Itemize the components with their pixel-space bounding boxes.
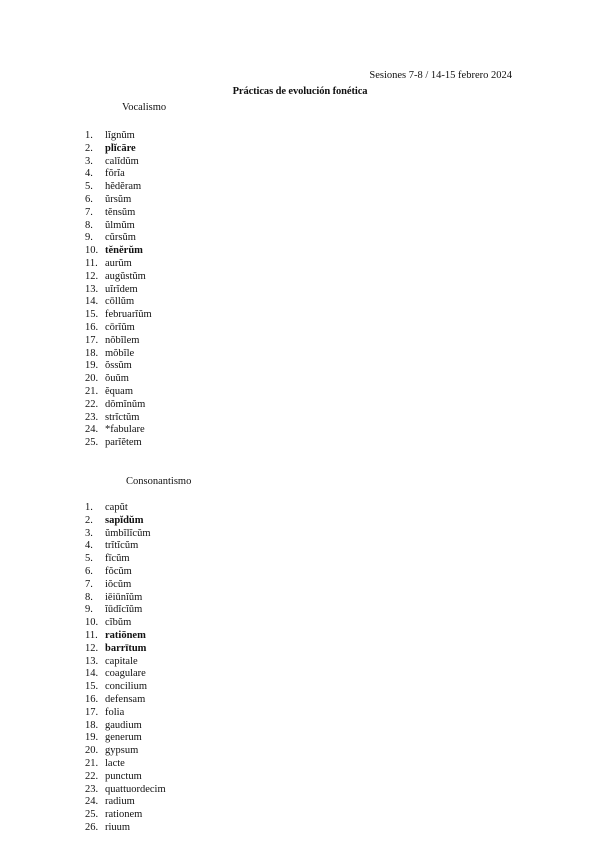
item-number: 2.: [85, 514, 93, 526]
item-word: riuum: [105, 821, 131, 833]
item-number: 21.: [85, 385, 99, 397]
item-number: 25.: [85, 437, 99, 449]
list-item: [85, 604, 166, 617]
item-number: 16.: [85, 321, 99, 333]
item-number: 14.: [85, 668, 99, 680]
list-item: [85, 348, 152, 361]
item-word: fīcŭm: [105, 553, 130, 565]
item-word: iēiūnĭŭm: [105, 591, 143, 603]
item-number: 22.: [85, 398, 99, 410]
item-word: calĭdŭm: [105, 155, 139, 167]
list-item: [85, 540, 166, 553]
item-word: februarĭŭm: [105, 309, 152, 321]
session-info: Sesiones 7-8 / 14-15 febrero 2024: [369, 70, 512, 81]
item-word: coagulare: [105, 668, 146, 680]
item-word: ŏssŭm: [105, 360, 132, 372]
list-item: [85, 207, 152, 220]
item-word: quattuordecim: [105, 783, 166, 795]
item-number: 3.: [85, 527, 93, 539]
item-word: generum: [105, 732, 142, 744]
page-title: Prácticas de evolución fonética: [232, 86, 368, 97]
item-number: 18.: [85, 347, 99, 359]
consonantismo-list: [85, 502, 166, 835]
item-word: ŭlmŭm: [105, 219, 135, 231]
item-number: 1.: [85, 130, 93, 141]
list-item: [85, 502, 166, 515]
item-word: cĭbŭm: [105, 617, 132, 629]
item-number: 9.: [85, 604, 93, 616]
item-number: 16.: [85, 693, 99, 705]
list-item: [85, 809, 166, 822]
item-word: lĭgnŭm: [105, 130, 135, 141]
list-item: [85, 694, 166, 707]
item-word: tĕnĕrŭm: [105, 245, 143, 257]
item-word: uĭrĭdem: [105, 283, 138, 295]
item-number: 13.: [85, 283, 99, 295]
item-number: 10.: [85, 245, 99, 257]
item-word: *fabulare: [105, 424, 145, 436]
item-word: concilium: [105, 681, 147, 693]
item-number: 14.: [85, 296, 99, 308]
section-heading-vocalismo: Vocalismo: [122, 102, 167, 113]
item-word: hĕdĕram: [105, 181, 142, 193]
section-heading-consonantismo: Consonantismo: [126, 476, 192, 487]
list-item: [85, 220, 152, 233]
item-word: lacte: [105, 757, 125, 769]
list-item: [85, 181, 152, 194]
list-item: [85, 271, 152, 284]
list-item: [85, 656, 166, 669]
item-word: ŭrsŭm: [105, 193, 132, 205]
item-number: 11.: [85, 629, 98, 641]
list-item: [85, 707, 166, 720]
list-item: [85, 592, 166, 605]
list-item: [85, 143, 152, 156]
item-number: 24.: [85, 424, 99, 436]
item-word: defensam: [105, 693, 146, 705]
item-number: 17.: [85, 334, 99, 346]
item-number: 6.: [85, 193, 93, 205]
item-number: 8.: [85, 219, 93, 231]
item-word: punctum: [105, 770, 142, 782]
item-number: 2.: [85, 142, 93, 154]
item-number: 22.: [85, 770, 99, 782]
item-number: 4.: [85, 540, 93, 552]
item-number: 25.: [85, 809, 99, 821]
item-word: gypsum: [105, 745, 139, 757]
item-word: dŏmĭnŭm: [105, 398, 146, 410]
item-word: fŏcŭm: [105, 565, 132, 577]
item-number: 21.: [85, 757, 99, 769]
list-item: [85, 245, 152, 258]
list-item: [85, 335, 152, 348]
item-word: ĕquam: [105, 385, 133, 397]
list-item: [85, 553, 166, 566]
item-word: tĕnsŭm: [105, 206, 136, 218]
list-item: [85, 630, 166, 643]
list-item: [85, 566, 166, 579]
list-item: [85, 528, 166, 541]
item-number: 15.: [85, 309, 99, 321]
item-word: trĭtĭcŭm: [105, 540, 139, 552]
item-number: 9.: [85, 232, 93, 244]
list-item: [85, 156, 152, 169]
list-item: [85, 258, 152, 271]
item-word: mŏbĭle: [105, 347, 135, 359]
item-number: 17.: [85, 706, 99, 718]
item-number: 20.: [85, 373, 99, 385]
list-item: [85, 643, 166, 656]
list-item: [85, 720, 166, 733]
item-word: plĭcāre: [105, 142, 136, 154]
item-number: 5.: [85, 553, 93, 565]
item-word: ŭmbĭlĭcŭm: [105, 527, 151, 539]
list-item: [85, 681, 166, 694]
item-number: 7.: [85, 578, 93, 590]
list-item: [85, 284, 152, 297]
item-word: augŭstŭm: [105, 270, 146, 282]
list-item: [85, 168, 152, 181]
item-number: 10.: [85, 617, 99, 629]
list-item: [85, 360, 152, 373]
item-number: 19.: [85, 732, 99, 744]
item-word: folia: [105, 706, 125, 718]
item-number: 11.: [85, 257, 98, 269]
item-number: 6.: [85, 565, 93, 577]
item-number: 8.: [85, 591, 93, 603]
item-number: 15.: [85, 681, 99, 693]
list-item: [85, 745, 166, 758]
list-item: [85, 771, 166, 784]
item-word: nŏbĭlem: [105, 334, 140, 346]
list-item: [85, 822, 166, 835]
item-word: parĭĕtem: [105, 437, 142, 449]
item-word: gaudium: [105, 719, 142, 731]
list-item: [85, 668, 166, 681]
list-item: [85, 194, 152, 207]
item-number: 18.: [85, 719, 99, 731]
item-number: 3.: [85, 155, 93, 167]
list-item: [85, 617, 166, 630]
item-word: capitale: [105, 655, 138, 667]
item-number: 24.: [85, 796, 99, 808]
list-item: [85, 232, 152, 245]
item-number: 1.: [85, 502, 93, 513]
item-number: 20.: [85, 745, 99, 757]
item-number: 12.: [85, 642, 99, 654]
list-item: [85, 130, 152, 143]
item-number: 4.: [85, 168, 93, 180]
item-number: 7.: [85, 206, 93, 218]
list-item: [85, 732, 166, 745]
item-number: 5.: [85, 181, 93, 193]
list-item: [85, 437, 152, 450]
item-word: barrītum: [105, 642, 147, 654]
list-item: [85, 796, 166, 809]
list-item: [85, 399, 152, 412]
list-item: [85, 515, 166, 528]
list-item: [85, 424, 152, 437]
item-number: 26.: [85, 821, 99, 833]
list-item: [85, 322, 152, 335]
list-item: [85, 784, 166, 797]
item-word: rationem: [105, 809, 143, 821]
item-number: 23.: [85, 783, 99, 795]
item-number: 12.: [85, 270, 99, 282]
list-item: [85, 386, 152, 399]
list-item: [85, 758, 166, 771]
item-word: sapĭdŭm: [105, 514, 144, 526]
item-word: ĭūdĭcĭŭm: [105, 604, 143, 616]
item-word: strĭctŭm: [105, 411, 140, 423]
list-item: [85, 412, 152, 425]
item-number: 13.: [85, 655, 99, 667]
item-word: capŭt: [105, 502, 128, 513]
item-number: 23.: [85, 411, 99, 423]
item-word: cŭrsŭm: [105, 232, 136, 244]
list-item: [85, 309, 152, 322]
list-item: [85, 579, 166, 592]
item-word: radium: [105, 796, 135, 808]
item-word: ŏuŭm: [105, 373, 129, 385]
item-word: iŏcŭm: [105, 578, 132, 590]
item-word: aurŭm: [105, 257, 132, 269]
vocalismo-list: [85, 130, 152, 450]
item-word: cōrĭŭm: [105, 321, 135, 333]
item-number: 19.: [85, 360, 99, 372]
item-word: cōllŭm: [105, 296, 135, 308]
item-word: ratiōnem: [105, 629, 146, 641]
list-item: [85, 373, 152, 386]
item-word: fŏrĭa: [105, 168, 125, 180]
list-item: [85, 296, 152, 309]
